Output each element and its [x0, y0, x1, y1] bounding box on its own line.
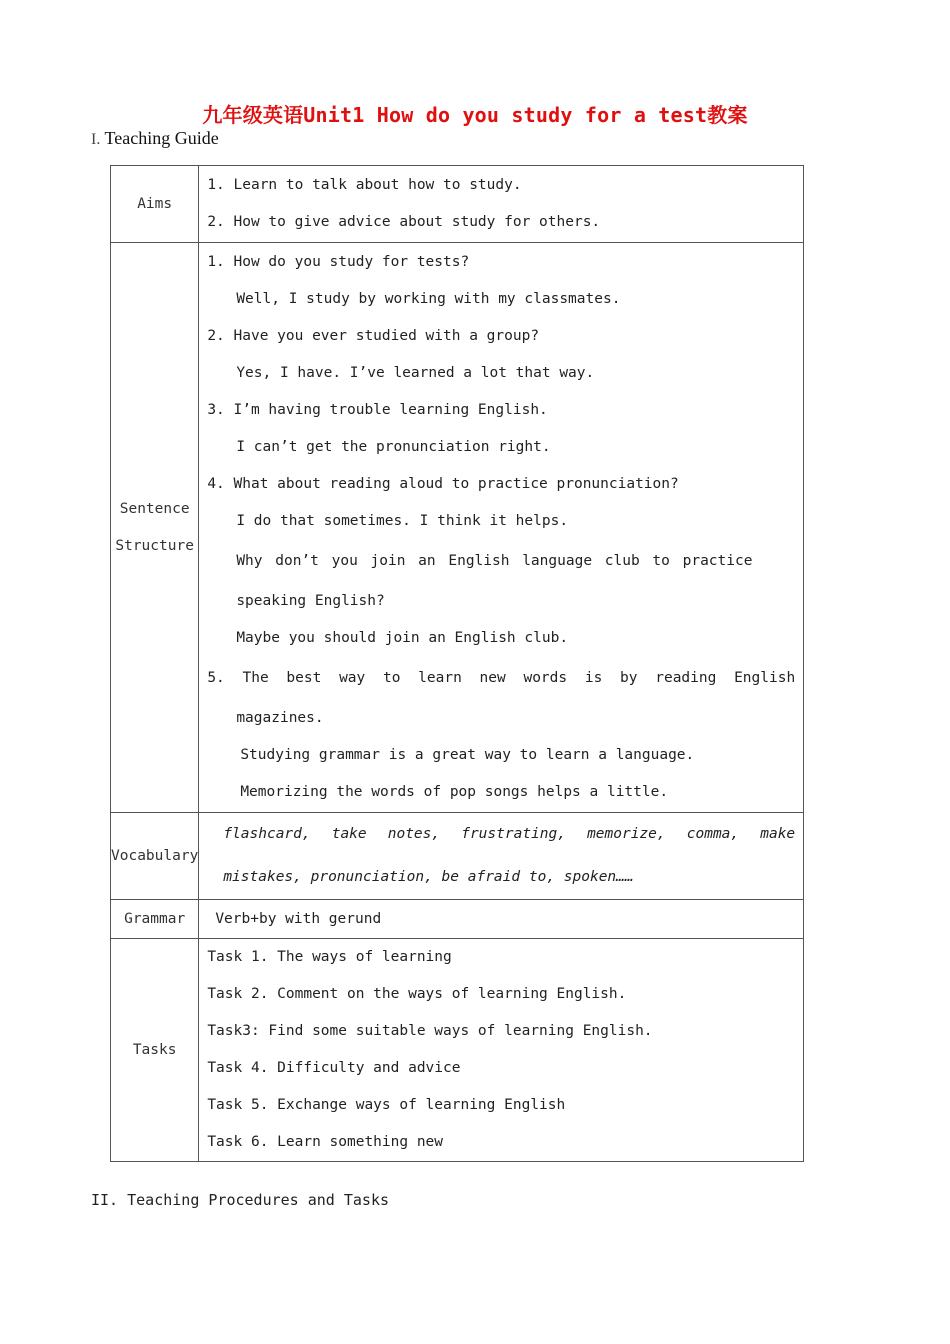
task-line: Task 4. Difficulty and advice [207, 1060, 461, 1076]
section-heading-procedures: II. Teaching Procedures and Tasks [91, 1191, 390, 1209]
row-aims [111, 166, 804, 243]
vocab-word: comma, [686, 826, 740, 842]
vocab-word: memorize, [587, 826, 666, 842]
aims-content [199, 166, 804, 243]
sentence-line: 5. The best way to learn new words is by reading English [207, 670, 796, 686]
row-tasks [111, 939, 804, 1162]
sentence-structure-label [111, 243, 199, 813]
sentence-line: Well, I study by working with my classmates. [236, 291, 621, 307]
section-number: I. [91, 131, 101, 148]
label-line: Structure [115, 537, 194, 554]
section-label: Teaching Guide [104, 128, 219, 148]
aims-line: 1. Learn to talk about how to study. [207, 177, 522, 193]
sentence-line: 3. I’m having trouble learning English. [207, 402, 548, 418]
sentence-line: magazines. [236, 710, 324, 726]
row-vocabulary [111, 813, 804, 900]
row-sentence-structure [111, 243, 804, 813]
vocabulary-label: Vocabulary [111, 813, 199, 900]
task-line: Task 5. Exchange ways of learning English [207, 1097, 566, 1113]
vocabulary-content [199, 813, 804, 900]
task-line: Task 2. Comment on the ways of learning English. [207, 986, 627, 1002]
sentence-line: I do that sometimes. I think it helps. [236, 513, 569, 529]
sentence-line: Yes, I have. I’ve learned a lot that way. [236, 365, 595, 381]
grammar-label: Grammar [111, 900, 199, 939]
sentence-line: Maybe you should join an English club. [236, 630, 569, 646]
sentence-line: I can’t get the pronunciation right. [236, 439, 551, 455]
vocab-word: frustrating, [461, 826, 566, 842]
tasks-label: Tasks [111, 939, 199, 1162]
task-line: Task 1. The ways of learning [207, 949, 452, 965]
grammar-content [199, 900, 804, 939]
vocabulary-line: mistakes, pronunciation, be afraid to, spoken…… [223, 869, 634, 885]
sentence-structure-content [199, 243, 804, 813]
sentence-line: Why don’t you join an English language club to practice [236, 553, 753, 569]
vocab-word: flashcard, [223, 826, 311, 842]
vocab-word: notes, [387, 826, 441, 842]
teaching-guide-table [110, 165, 804, 1162]
sentence-line: Studying grammar is a great way to learn a language. [240, 747, 695, 763]
sentence-line: speaking English? [236, 593, 385, 609]
vocabulary-list [207, 813, 795, 899]
vocabulary-line [223, 813, 795, 856]
vocab-word: take [331, 826, 367, 842]
sentence-line: 4. What about reading aloud to practice pronunciation? [207, 476, 679, 492]
aims-line: 2. How to give advice about study for others. [207, 214, 601, 230]
label-line: Sentence [119, 500, 190, 517]
section-heading-teaching-guide [91, 128, 219, 149]
vocab-word: make [760, 826, 796, 842]
sentence-line: 2. Have you ever studied with a group? [207, 328, 540, 344]
row-grammar [111, 900, 804, 939]
task-line: Task3: Find some suitable ways of learning English. [207, 1023, 653, 1039]
aims-label: Aims [111, 166, 199, 243]
document-title: 九年级英语Unit1 How do you study for a test教案 [202, 103, 748, 127]
sentence-line: Memorizing the words of pop songs helps a little. [240, 784, 669, 800]
sentence-line: 1. How do you study for tests? [207, 254, 470, 270]
tasks-content [199, 939, 804, 1162]
task-line: Task 6. Learn something new [207, 1134, 444, 1150]
grammar-value: Verb+by with gerund [215, 910, 382, 927]
